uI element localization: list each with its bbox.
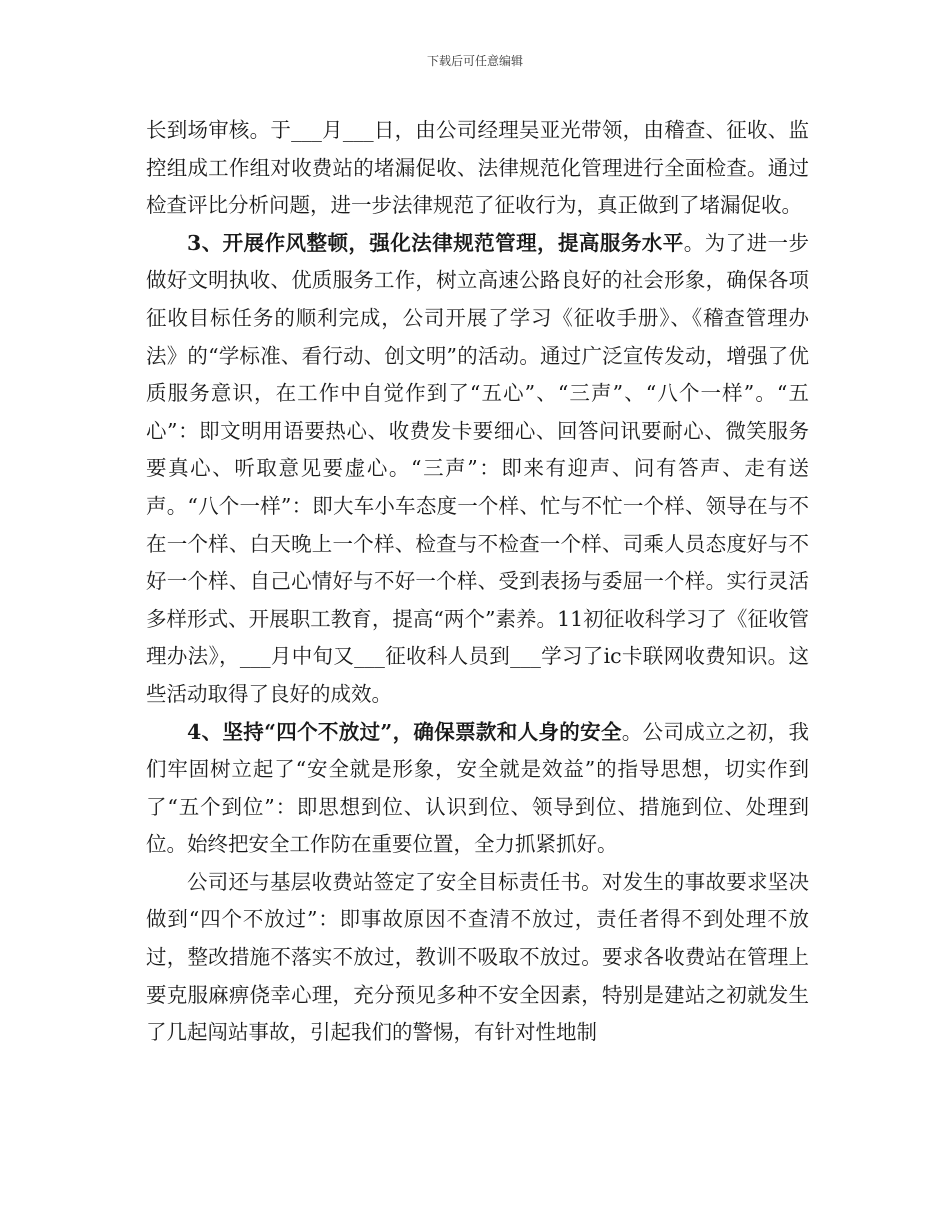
paragraph-text: 公司还与基层收费站签定了安全目标责任书。对发生的事故要求坚决做到“四个不放过”：即事故原因不查清不放过，责任者得不到处理不放过，整改措施不落实不放过，教训不吸取不放过。要求各收费站在管理上要克服麻痹侥幸心理，充分预见多种不安全因素，特别是建站之初就发生了几起闯站事故，引起我们的警惕，有针对性地制 <box>146 869 809 1045</box>
section-heading: 3、开展作风整顿，强化法律规范管理，提高服务水平 <box>187 230 684 255</box>
paragraph-text: 长到场审核。于___月___日，由公司经理吴亚光带领，由稽查、征收、监控组成工作组对收费站的堵漏促收、法律规范化管理进行全面检查。通过检查评比分析问题，进一步法律规范了征收行为，真正做到了堵漏促收。 <box>146 118 809 218</box>
paragraph-section-3 <box>146 225 809 714</box>
paragraph-safety <box>146 864 809 1052</box>
paragraph-section-4 <box>146 714 809 864</box>
paragraph-text: 。为了进一步做好文明执收、优质服务工作，树立高速公路良好的社会形象，确保各项征收目标任务的顺利完成，公司开展了学习《征收手册》、《稽查管理办法》的“学标准、看行动、创文明”的活动。通过广泛宣传发动，增强了优质服务意识，在工作中自觉作到了“五心”、“三声”、“八个一样”。“五心”：即文明用语要热心、收费发卡要细心、回答问讯要耐心、微笑服务要真心、听取意见要虚心。“三声”：即来有迎声、问有答声、走有送声。“八个一样”：即大车小车态度一个样、忙与不忙一个样、领导在与不在一个样、白天晚上一个样、检查与不检查一个样、司乘人员态度好与不好一个样、自己心情好与不好一个样、受到表扬与委屈一个样。实行灵活多样形式、开展职工教育，提高“两个”素养。11初征收科学习了《征收管理办法》，___月中旬又___征收科人员到___学习了ic卡联网收费知识。这些活动取得了良好的成效。 <box>146 230 810 706</box>
section-heading: 4、坚持“四个不放过”，确保票款和人身的安全 <box>187 719 622 744</box>
paragraph-continuation <box>146 112 809 225</box>
page-header: 下载后可任意编辑 <box>426 54 523 68</box>
document-body <box>146 112 809 1052</box>
paragraph-text: 。公司成立之初，我们牢固树立起了“安全就是形象，安全就是效益”的指导思想，切实作到了“五个到位”：即思想到位、认识到位、领导到位、措施到位、处理到位。始终把安全工作防在重要位置，全力抓紧抓好。 <box>146 719 810 857</box>
